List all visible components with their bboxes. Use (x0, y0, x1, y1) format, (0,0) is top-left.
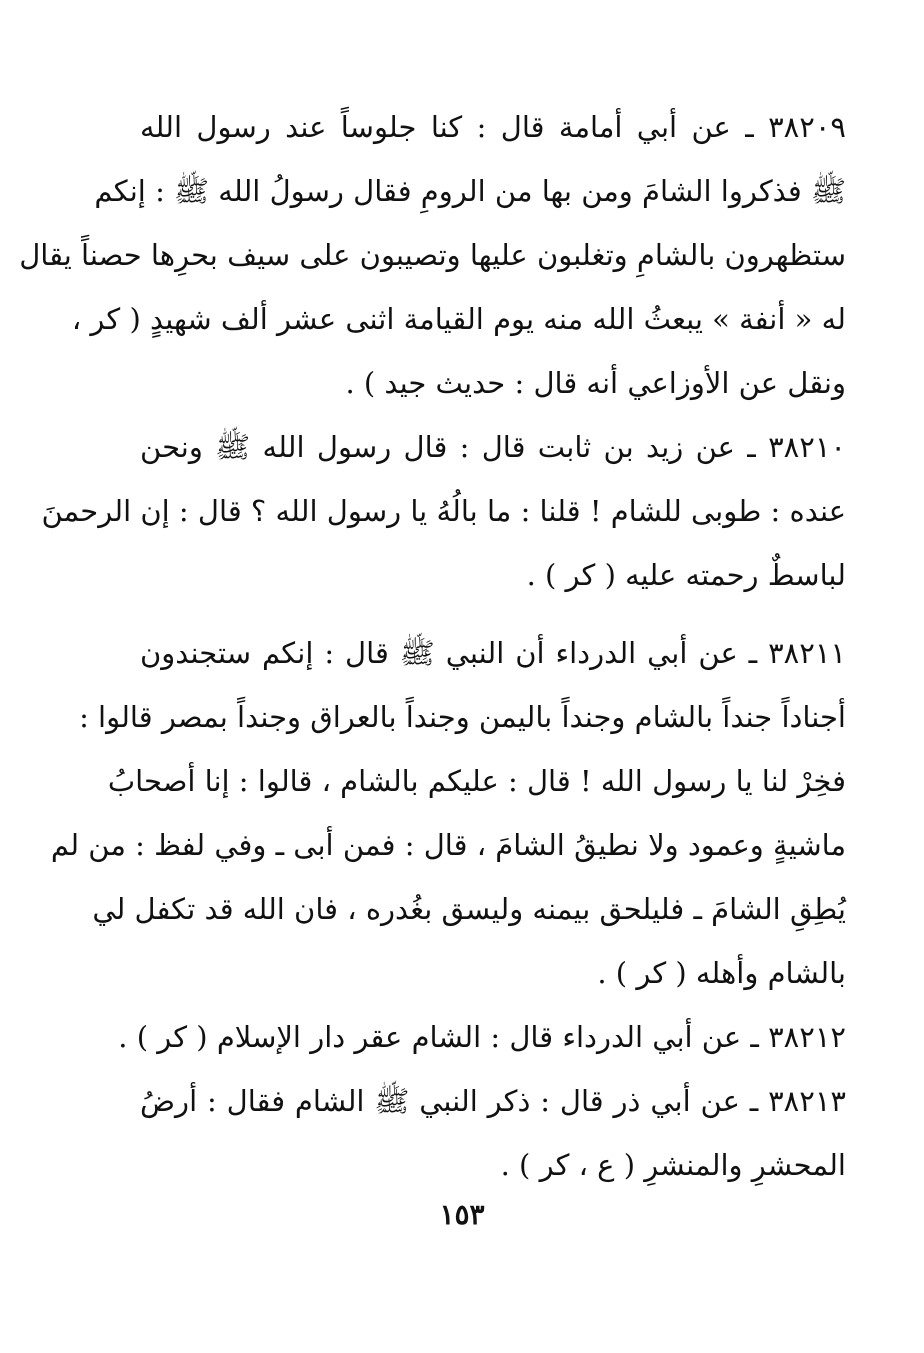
text-line: ٣٨٢١٣ ـ عن أبي ذر قال : ذكر النبي ﷺ الشام فقال : أرضُ (140, 1084, 846, 1118)
text-line: فخِرْ لنا يا رسول الله ! قال : عليكم بالشام ، قالوا : إنا أصحابُ (107, 764, 846, 798)
hadith-38212 (118, 1005, 846, 1069)
text-line: ﷺ فذكروا الشامَ ومن بها من الرومِ فقال رسولُ الله ﷺ : إنكم (94, 174, 846, 208)
page-number: ١٥٣ (439, 1198, 485, 1231)
text-line: لباسطٌ رحمته عليه ( كر ) . (526, 558, 846, 592)
text-line: ٣٨٢١١ ـ عن أبي الدرداء أن النبي ﷺ قال : إنكم ستجندون (140, 636, 846, 670)
spacer (140, 607, 846, 621)
text-line: عنده : طوبى للشام ! قلنا : ما بالُهُ يا رسول الله ؟ قال : إن الرحمنَ (41, 494, 846, 528)
hadith-38211 (50, 621, 846, 1005)
text-line: يُطِقِ الشامَ ـ فليلحق بيمنه وليسق بغُدره ، فان الله قد تكفل لي (92, 892, 846, 926)
text-line: ماشيةٍ وعمود ولا نطيقُ الشامَ ، قال : فمن أبى ـ وفي لفظ : من لم (50, 828, 846, 862)
text-line: أجناداً جنداً بالشام وجنداً باليمن وجنداً بالعراق وجنداً بمصر قالوا : (79, 700, 846, 734)
hadith-38209 (19, 95, 846, 415)
text-line: ٣٨٢١٢ ـ عن أبي الدرداء قال : الشام عقر دار الإسلام ( كر ) . (118, 1020, 846, 1054)
hadith-38210 (41, 415, 846, 607)
document-page (19, 95, 846, 1197)
text-line: ستظهرون بالشامِ وتغلبون عليها وتصيبون على سيف بحرِها حصناً يقال (19, 238, 846, 272)
text-line: ونقل عن الأوزاعي أنه قال : حديث جيد ) . (345, 366, 846, 400)
text-line: المحشرِ والمنشرِ ( ع ، كر ) . (500, 1148, 846, 1182)
text-line: ٣٨٢١٠ ـ عن زيد بن ثابت قال : قال رسول الله ﷺ ونحن (140, 430, 846, 464)
text-line: بالشام وأهله ( كر ) . (597, 956, 846, 990)
hadith-38213 (140, 1069, 846, 1197)
text-line: ٣٨٢٠٩ ـ عن أبي أمامة قال : كنا جلوساً عند رسول الله (140, 110, 846, 144)
text-line: له « أنفة » يبعثُ الله منه يوم القيامة اثنى عشر ألف شهيدٍ ( كر ، (71, 302, 846, 336)
